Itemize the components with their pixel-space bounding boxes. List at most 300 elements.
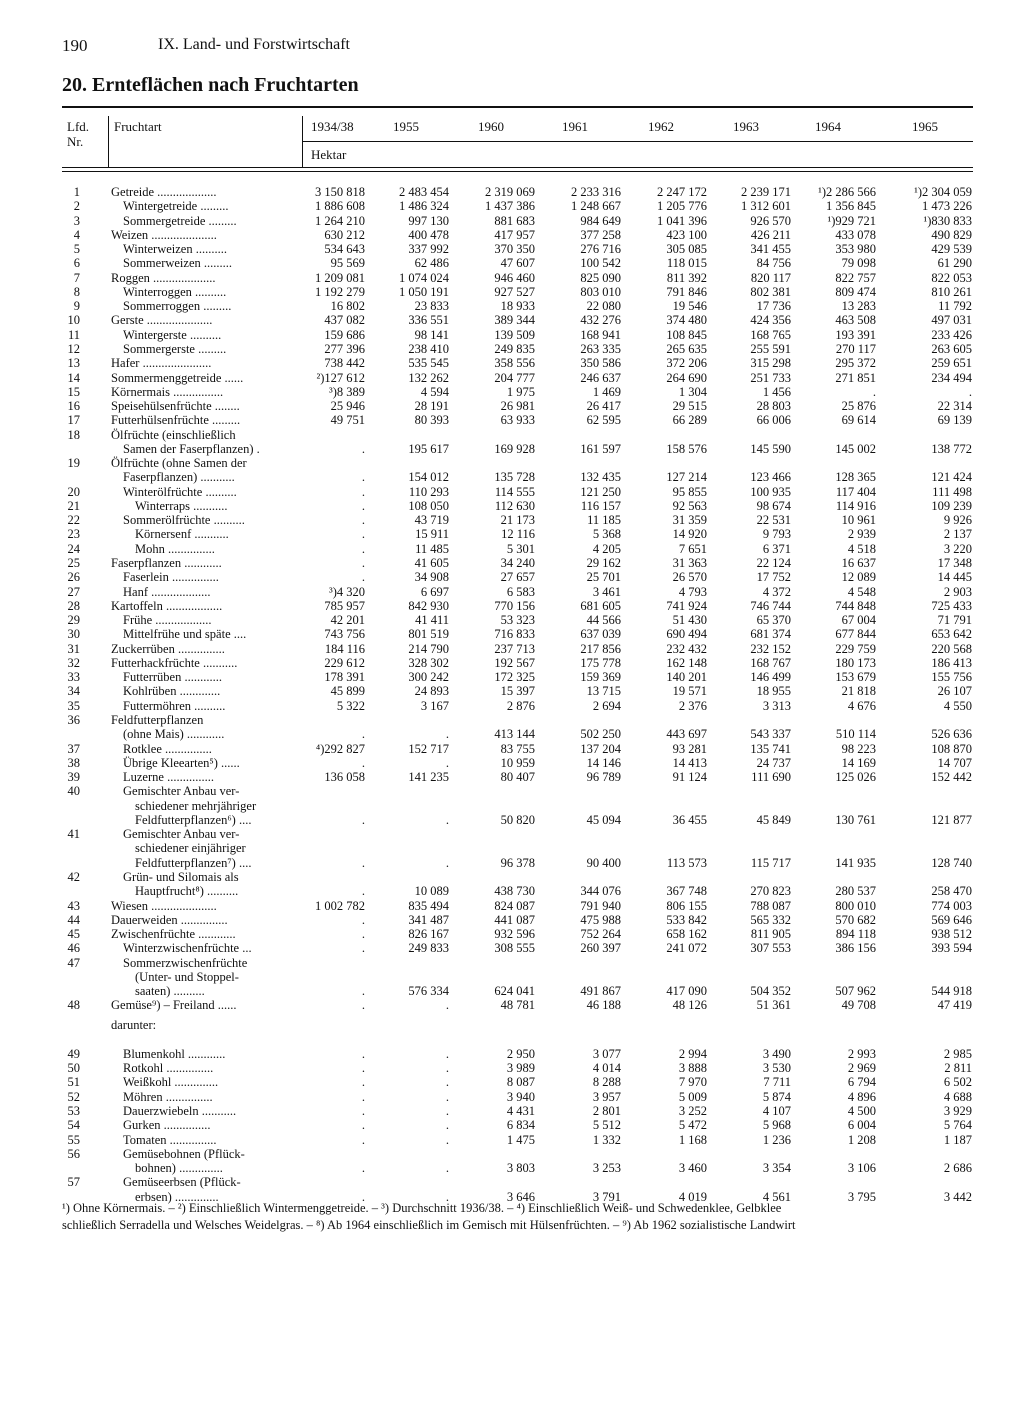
row-number: 19: [67, 456, 80, 471]
value-cell: 337 992: [408, 242, 449, 257]
value-cell: 5 874: [762, 1089, 791, 1104]
value-cell: 927 527: [494, 284, 535, 299]
value-cell: 744 848: [835, 598, 876, 613]
value-cell: 114 916: [835, 498, 876, 513]
value-cell: 22 080: [586, 299, 621, 314]
fruchtart-label: Wiesen .....................: [111, 898, 217, 913]
value-cell: 788 087: [750, 898, 791, 913]
value-cell: 4 205: [592, 541, 621, 556]
value-cell: .: [361, 912, 365, 927]
value-cell: 28 803: [756, 399, 791, 414]
fruchtart-label: Faserlein ...............: [123, 570, 219, 585]
footnote-line: schließlich Serradella und Welsches Weidelgras. – ⁸) Ab 1964 einschließlich im Gemisch mit Hülsenfrüchten. – ⁹) Ab 1962 sozialistische Landwirt: [62, 1218, 796, 1232]
value-cell: 3 077: [592, 1046, 621, 1061]
row-number: 39: [67, 770, 80, 785]
value-cell: 300 242: [408, 670, 449, 685]
value-cell: 437 082: [324, 313, 365, 328]
value-cell: 28 191: [414, 399, 449, 414]
value-cell: 822 757: [835, 270, 876, 285]
value-cell: 569 646: [931, 912, 972, 927]
fruchtart-label: Sommerölfrüchte ..........: [123, 513, 245, 528]
value-cell: 51 430: [672, 613, 707, 628]
value-cell: 118 015: [666, 256, 707, 271]
value-cell: 83 755: [500, 741, 535, 756]
value-cell: 1 486 324: [399, 199, 449, 214]
row-number: 47: [67, 955, 80, 970]
value-cell: .: [361, 1161, 365, 1176]
value-cell: 543 337: [750, 727, 791, 742]
value-cell: 11 185: [587, 513, 621, 528]
row-number: 22: [67, 513, 80, 528]
value-cell: 2 376: [678, 698, 707, 713]
value-cell: 48 781: [500, 998, 535, 1013]
fruchtart-label: Winterölfrüchte ..........: [123, 484, 237, 499]
value-cell: 11 485: [415, 541, 449, 556]
row-number: 23: [67, 527, 80, 542]
value-cell: 497 031: [931, 313, 972, 328]
value-cell: 18 933: [500, 299, 535, 314]
value-cell: 5 472: [678, 1118, 707, 1133]
value-cell: 6 502: [943, 1075, 972, 1090]
value-cell: .: [361, 513, 365, 528]
row-number: 8: [73, 284, 80, 299]
fruchtart-label: Körnermais ................: [111, 384, 224, 399]
value-cell: 49 708: [841, 998, 876, 1013]
value-cell: 11 792: [938, 299, 972, 314]
value-cell: 67 004: [841, 613, 876, 628]
value-cell: 1 041 396: [657, 213, 707, 228]
value-cell: 6 371: [762, 541, 791, 556]
value-cell: .: [361, 470, 365, 485]
value-cell: 353 980: [835, 242, 876, 257]
value-cell: 2 993: [847, 1046, 876, 1061]
value-cell: 2 876: [506, 698, 535, 713]
value-cell: 145 590: [750, 441, 791, 456]
value-cell: 475 988: [580, 912, 621, 927]
row-number: 11: [67, 327, 80, 342]
row-number: 48: [67, 998, 80, 1013]
value-cell: 400 478: [408, 227, 449, 242]
value-cell: 180 173: [835, 655, 876, 670]
value-cell: 810 261: [931, 284, 972, 299]
page-number: 190: [62, 36, 88, 55]
value-cell: 232 432: [666, 641, 707, 656]
value-cell: 25 946: [330, 399, 365, 414]
value-cell: 2 903: [943, 584, 972, 599]
value-cell: 214 790: [408, 641, 449, 656]
value-cell: 377 258: [580, 227, 621, 242]
value-cell: 7 651: [678, 541, 707, 556]
value-cell: 22 531: [756, 513, 791, 528]
value-cell: 1 312 601: [741, 199, 791, 214]
value-cell: 6 583: [506, 584, 535, 599]
value-cell: 9 926: [943, 513, 972, 528]
row-number: 14: [67, 370, 80, 385]
value-cell: 8 087: [506, 1075, 535, 1090]
value-cell: 393 594: [931, 941, 972, 956]
value-cell: 31 363: [672, 556, 707, 571]
value-cell: 12 116: [501, 527, 535, 542]
value-cell: 752 264: [580, 927, 621, 942]
header-divider: [108, 116, 109, 167]
value-cell: 4 896: [847, 1089, 876, 1104]
fruchtart-label: Gemüseerbsen (Pflück-: [123, 1175, 241, 1190]
fruchtart-label: Winterzwischenfrüchte ...: [123, 941, 252, 956]
value-cell: 3 150 818: [315, 185, 365, 199]
value-cell: 111 690: [751, 770, 791, 785]
value-cell: 1 236: [762, 1132, 791, 1147]
value-cell: 2 137: [943, 527, 972, 542]
value-cell: 93 281: [672, 741, 707, 756]
value-cell: 42 201: [330, 613, 365, 628]
value-cell: 61 290: [937, 256, 972, 271]
value-cell: 249 833: [408, 941, 449, 956]
value-cell: 825 090: [580, 270, 621, 285]
value-cell: 681 605: [580, 598, 621, 613]
value-cell: 344 076: [580, 884, 621, 899]
value-cell: .: [361, 1103, 365, 1118]
value-cell: 276 716: [580, 242, 621, 257]
fruchtart-label: Futtermöhren ..........: [123, 698, 226, 713]
value-cell: 308 555: [494, 941, 535, 956]
fruchtart-label: Weißkohl ..............: [123, 1075, 219, 1090]
fruchtart-label: Faserpflanzen) ...........: [123, 470, 235, 485]
value-cell: 2 939: [847, 527, 876, 542]
value-cell: 1 332: [592, 1132, 621, 1147]
value-cell: 2 950: [506, 1046, 535, 1061]
value-cell: .: [361, 441, 365, 456]
fruchtart-label: Grün- und Silomais als: [123, 869, 239, 884]
value-cell: 4 431: [506, 1103, 535, 1118]
value-cell: 426 211: [750, 227, 791, 242]
value-cell: 65 370: [756, 613, 791, 628]
value-cell: 47 607: [500, 256, 535, 271]
value-cell: 137 204: [580, 741, 621, 756]
value-cell: 681 374: [750, 627, 791, 642]
value-cell: 417 090: [666, 984, 707, 999]
value-cell: 140 201: [666, 670, 707, 685]
row-number: 28: [67, 598, 80, 613]
value-cell: 184 116: [324, 641, 365, 656]
value-cell: 34 908: [414, 570, 449, 585]
value-cell: 110 293: [408, 484, 449, 499]
value-cell: 270 117: [835, 341, 876, 356]
value-cell: 158 576: [666, 441, 707, 456]
value-cell: ³)8 389: [328, 384, 365, 399]
fruchtart-label: Gemischter Anbau ver-: [123, 827, 240, 842]
value-cell: 370 350: [494, 242, 535, 257]
row-number: 37: [67, 741, 80, 756]
value-cell: 441 087: [494, 912, 535, 927]
value-cell: 413 144: [494, 727, 535, 742]
value-cell: 4 688: [943, 1089, 972, 1104]
value-cell: 534 643: [324, 242, 365, 257]
value-cell: 1 050 191: [399, 284, 449, 299]
value-cell: 116 157: [580, 498, 621, 513]
value-cell: 232 152: [750, 641, 791, 656]
value-cell: 802 381: [750, 284, 791, 299]
value-cell: 791 846: [666, 284, 707, 299]
value-cell: 17 736: [756, 299, 791, 314]
value-cell: 1 187: [943, 1132, 972, 1147]
fruchtart-label: Luzerne ...............: [123, 770, 214, 785]
value-cell: .: [361, 1075, 365, 1090]
fruchtart-label: Winterraps ...........: [135, 498, 228, 513]
row-number: 52: [67, 1089, 80, 1104]
value-cell: 108 870: [931, 741, 972, 756]
value-cell: 881 683: [494, 213, 535, 228]
row-number: 38: [67, 755, 80, 770]
value-cell: 47 419: [937, 998, 972, 1013]
value-cell: 3 106: [847, 1161, 876, 1176]
value-cell: 570 682: [835, 912, 876, 927]
header-year: 1960: [478, 119, 504, 134]
fruchtart-label: Tomaten ...............: [123, 1132, 217, 1147]
value-cell: 3 803: [506, 1161, 535, 1176]
value-cell: 146 499: [750, 670, 791, 685]
value-cell: 1 304: [678, 384, 707, 399]
row-number: 21: [67, 498, 80, 513]
fruchtart-label: Speisehülsenfrüchte ........: [111, 399, 240, 414]
value-cell: 4 019: [678, 1189, 707, 1204]
fruchtart-label: Frühe ..................: [123, 613, 212, 628]
value-cell: 2 483 454: [399, 185, 449, 199]
header-year: 1964: [815, 119, 841, 134]
value-cell: 233 426: [931, 327, 972, 342]
value-cell: 132 435: [580, 470, 621, 485]
value-cell: 438 730: [494, 884, 535, 899]
value-cell: 31 359: [672, 513, 707, 528]
fruchtart-label: Kohlrüben .............: [123, 684, 221, 699]
value-cell: 328 302: [408, 655, 449, 670]
value-cell: 168 941: [580, 327, 621, 342]
row-number: 31: [67, 641, 80, 656]
value-cell: 946 460: [494, 270, 535, 285]
value-cell: 3 252: [678, 1103, 707, 1118]
row-number: 16: [67, 399, 80, 414]
value-cell: 842 930: [408, 598, 449, 613]
value-cell: .: [361, 570, 365, 585]
value-cell: 423 100: [666, 227, 707, 242]
value-cell: .: [361, 855, 365, 870]
value-cell: 826 167: [408, 927, 449, 942]
value-cell: 145 002: [835, 441, 876, 456]
value-cell: 3 888: [678, 1061, 707, 1076]
value-cell: 984 649: [580, 213, 621, 228]
value-cell: 1 475: [506, 1132, 535, 1147]
value-cell: 172 325: [494, 670, 535, 685]
value-cell: 27 657: [500, 570, 535, 585]
value-cell: 69 139: [937, 413, 972, 428]
value-cell: 3 354: [762, 1161, 791, 1176]
value-cell: 195 617: [408, 441, 449, 456]
value-cell: 29 162: [586, 556, 621, 571]
value-cell: 155 756: [931, 670, 972, 685]
value-cell: .: [445, 1103, 449, 1118]
value-cell: 96 378: [500, 855, 535, 870]
value-cell: 5 512: [592, 1118, 621, 1133]
value-cell: 100 542: [580, 256, 621, 271]
value-cell: 433 078: [835, 227, 876, 242]
row-number: 55: [67, 1132, 80, 1147]
value-cell: 791 940: [580, 898, 621, 913]
value-cell: 2 247 172: [657, 185, 707, 199]
fruchtart-label: Gemüse⁹) – Freiland ......: [111, 998, 237, 1013]
value-cell: 2 239 171: [741, 185, 791, 199]
value-cell: 533 842: [666, 912, 707, 927]
value-cell: 4 548: [847, 584, 876, 599]
fruchtart-label: Sommerroggen .........: [123, 299, 232, 314]
value-cell: 66 006: [756, 413, 791, 428]
fruchtart-label: Ölfrüchte (ohne Samen der: [111, 456, 247, 471]
value-cell: 121 250: [580, 484, 621, 499]
value-cell: ³)4 320: [328, 584, 365, 599]
value-cell: 162 148: [666, 655, 707, 670]
value-cell: 141 235: [408, 770, 449, 785]
value-cell: 71 791: [937, 613, 972, 628]
value-cell: 1 074 024: [399, 270, 449, 285]
value-cell: 128 740: [931, 855, 972, 870]
value-cell: 108 845: [666, 327, 707, 342]
value-cell: 16 802: [330, 299, 365, 314]
value-cell: 417 957: [494, 227, 535, 242]
header-year: 1965: [912, 119, 938, 134]
value-cell: 98 674: [756, 498, 791, 513]
value-cell: 4 107: [762, 1103, 791, 1118]
value-cell: 109 239: [931, 498, 972, 513]
fruchtart-label: Dauerweiden ...............: [111, 912, 228, 927]
fruchtart-label: Körnersenf ...........: [135, 527, 229, 542]
value-cell: 80 407: [500, 770, 535, 785]
row-number: 46: [67, 941, 80, 956]
value-cell: 741 924: [666, 598, 707, 613]
value-cell: 21 818: [841, 684, 876, 699]
value-cell: 6 794: [847, 1075, 876, 1090]
fruchtart-label: Blumenkohl ............: [123, 1046, 226, 1061]
fruchtart-label: Winterweizen ..........: [123, 242, 227, 257]
value-cell: 24 893: [414, 684, 449, 699]
value-cell: 24 737: [756, 755, 791, 770]
value-cell: 43 719: [414, 513, 449, 528]
value-cell: 894 118: [835, 927, 876, 942]
value-cell: 336 551: [408, 313, 449, 328]
value-cell: 135 728: [494, 470, 535, 485]
value-cell: 4 561: [762, 1189, 791, 1204]
value-cell: 238 410: [408, 341, 449, 356]
value-cell: 50 820: [500, 812, 535, 827]
header-unit: Hektar: [311, 147, 347, 162]
row-number: 43: [67, 898, 80, 913]
value-cell: 270 823: [750, 884, 791, 899]
value-cell: 491 867: [580, 984, 621, 999]
value-cell: .: [361, 1046, 365, 1061]
value-cell: 806 155: [666, 898, 707, 913]
value-cell: 22 314: [937, 399, 972, 414]
value-cell: 3 940: [506, 1089, 535, 1104]
value-cell: 3 929: [943, 1103, 972, 1118]
header-year: 1934/38: [311, 119, 354, 134]
value-cell: 123 466: [750, 470, 791, 485]
value-cell: 112 630: [494, 498, 535, 513]
value-cell: 186 413: [931, 655, 972, 670]
value-cell: 5 968: [762, 1118, 791, 1133]
value-cell: 3 220: [943, 541, 972, 556]
value-cell: 10 959: [500, 755, 535, 770]
value-cell: 3 646: [506, 1189, 535, 1204]
value-cell: 178 391: [324, 670, 365, 685]
value-cell: 263 335: [580, 341, 621, 356]
value-cell: 743 756: [324, 627, 365, 642]
value-cell: 5 368: [592, 527, 621, 542]
value-cell: 25 701: [586, 570, 621, 585]
value-cell: 258 470: [931, 884, 972, 899]
value-cell: 2 319 069: [485, 185, 535, 199]
header-year: 1955: [393, 119, 419, 134]
value-cell: 1 886 608: [315, 199, 365, 214]
value-cell: 63 933: [500, 413, 535, 428]
value-cell: .: [361, 884, 365, 899]
value-cell: 169 928: [494, 441, 535, 456]
value-cell: 2 811: [944, 1061, 972, 1076]
value-cell: 220 568: [931, 641, 972, 656]
value-cell: 4 676: [847, 698, 876, 713]
value-cell: 84 756: [756, 256, 791, 271]
fruchtart-label: Feldfutterpflanzen⁷) ....: [135, 855, 252, 870]
value-cell: 507 962: [835, 984, 876, 999]
value-cell: 17 348: [937, 556, 972, 571]
value-cell: 13 283: [841, 299, 876, 314]
value-cell: 271 851: [835, 370, 876, 385]
value-cell: 1 469: [592, 384, 621, 399]
fruchtart-label: Übrige Kleearten⁵) ......: [123, 755, 240, 770]
fruchtart-label: Sommerweizen .........: [123, 256, 233, 271]
fruchtart-label: Gemüsebohnen (Pflück-: [123, 1146, 245, 1161]
row-number: 36: [67, 712, 80, 727]
value-cell: 800 010: [835, 898, 876, 913]
value-cell: ¹)2 304 059: [914, 185, 972, 199]
value-cell: 277 396: [324, 341, 365, 356]
value-cell: .: [445, 998, 449, 1013]
footnotes: [62, 1200, 974, 1234]
value-cell: 374 480: [666, 313, 707, 328]
value-cell: 48 126: [672, 998, 707, 1013]
value-cell: 135 741: [750, 741, 791, 756]
value-cell: .: [445, 755, 449, 770]
value-cell: 121 877: [931, 812, 972, 827]
value-cell: 1 456: [762, 384, 791, 399]
value-cell: 3 167: [420, 698, 449, 713]
value-cell: 4 594: [420, 384, 449, 399]
value-cell: 3 989: [506, 1061, 535, 1076]
fruchtart-label: Roggen ....................: [111, 270, 216, 285]
fruchtart-label: Zuckerrüben ...............: [111, 641, 225, 656]
value-cell: 367 748: [666, 884, 707, 899]
value-cell: 725 433: [931, 598, 972, 613]
value-cell: 3 313: [762, 698, 791, 713]
value-cell: 17 752: [756, 570, 791, 585]
value-cell: 2 686: [943, 1161, 972, 1176]
row-number: 17: [67, 413, 80, 428]
value-cell: .: [361, 527, 365, 542]
fruchtart-label: Zwischenfrüchte ............: [111, 927, 236, 942]
value-cell: 159 686: [324, 327, 365, 342]
header-nr: Nr.: [67, 134, 84, 149]
top-rule: [62, 106, 973, 108]
value-cell: 5 009: [678, 1089, 707, 1104]
value-cell: .: [361, 927, 365, 942]
value-cell: 3 795: [847, 1189, 876, 1204]
fruchtart-label: schiedener mehrjähriger: [135, 798, 257, 813]
